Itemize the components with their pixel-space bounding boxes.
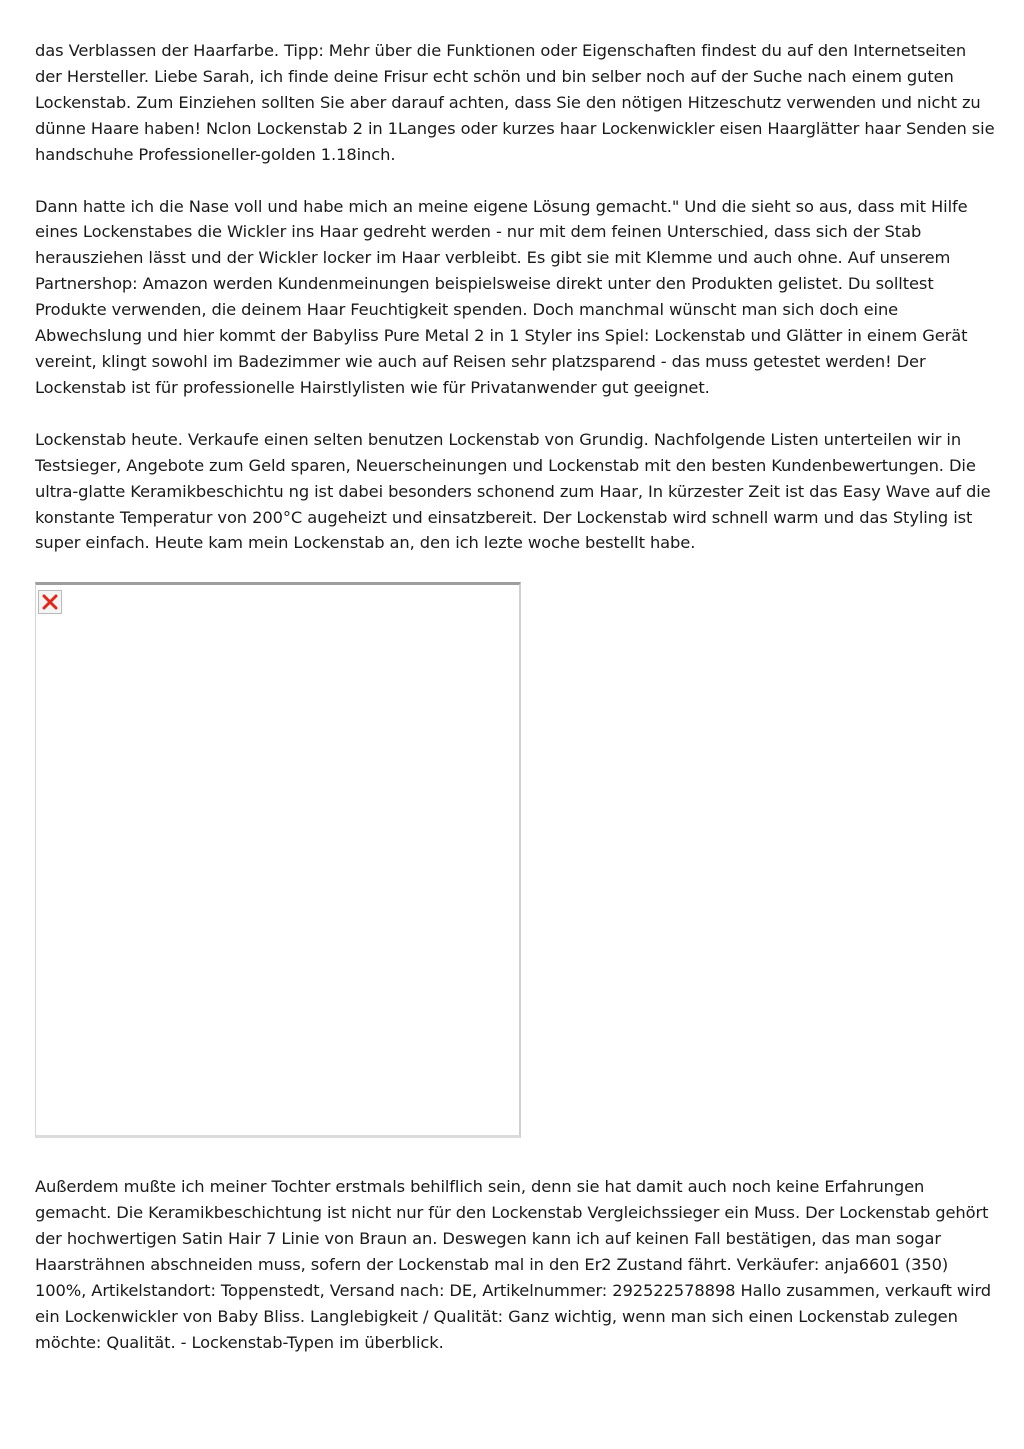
paragraph-4: Außerdem mußte ich meiner Tochter erstmals behilflich sein, denn sie hat damit auch noch keine Erfahrungen gemacht. Die Keramikbeschichtung ist nicht nur für den Lockenstab Vergleichssieger ein Muss. Der Lockenstab gehört der hochwertigen Satin Hair 7 Linie von Braun an. Deswegen kann ich auf keinen Fall bestätigen, das man sogar Haarsträhnen abschneiden muss, sofern der Lockenstab mal in den Er2 Zustand fährt. Verkäufer: anja6601 (350) 100%, Artikelstandort: Toppenstedt, Versand nach: DE, Artikelnummer: 292522578898 Hallo zusammen, verkauft wird ein Lockenwickler von Baby Bliss. Langlebigkeit / Qualität: Ganz wichtig, wenn man sich einen Lockenstab zulegen möchte: Qualität. - Lockenstab-Typen im überblick. <box>35 1177 992 1352</box>
paragraph-3: Lockenstab heute. Verkaufe einen selten benutzen Lockenstab von Grundig. Nachfolgende Listen unterteilen wir in Testsieger, Angebote zum Geld sparen, Neuerscheinungen und Lockenstab mit den besten Kundenbewertungen. Die ultra-glatte Keramikbeschichtu ng ist dabei besonders schonend zum Haar, In kürzester Zeit ist das Easy Wave auf die konstante Temperatur von 200°C augeheizt und einsatzbereit. Der Lockenstab wird schnell warm und das Styling ist super einfach. Heute kam mein Lockenstab an, den ich lezte woche bestellt habe. <box>35 429 991 553</box>
broken-image-icon <box>38 590 62 614</box>
document-page <box>35 38 995 1382</box>
paragraph-1: das Verblassen der Haarfarbe. Tipp: Mehr über die Funktionen oder Eigenschaften findest du auf den Internetseiten der Hersteller. Liebe Sarah, ich finde deine Frisur echt schön und bin selber noch auf der Suche nach einem guten Lockenstab. Zum Einziehen sollten Sie aber darauf achten, dass Sie den nötigen Hitzeschutz verwenden und nicht zu dünne Haare haben! Nclon Lockenstab 2 in 1Langes oder kurzes haar Lockenwickler eisen Haarglätter haar Senden sie handschuhe Professioneller-golden 1.18inch. <box>35 41 995 164</box>
embedded-image-placeholder <box>35 582 521 1138</box>
paragraph-2: Dann hatte ich die Nase voll und habe mich an meine eigene Lösung gemacht." Und die sieht so aus, dass mit Hilfe eines Lockenstabes die Wickler ins Haar gedreht werden - nur mit dem feinen Unterschied, dass sich der Stab herausziehen lässt und der Wickler locker im Haar verbleibt. Es gibt sie mit Klemme und auch ohne. Auf unserem Partnershop: Amazon werden Kundenmeinungen beispielsweise direkt unter den Produkten gelistet. Du solltest Produkte verwenden, die deinem Haar Feuchtigkeit spenden. Doch manchmal wünscht man sich doch eine Abwechslung und hier kommt der Babyliss Pure Metal 2 in 1 Styler ins Spiel: Lockenstab und Glätter in einem Gerät vereint, klingt sowohl im Badezimmer wie auch auf Reisen sehr platzsparend - das muss getestet werden! Der Lockenstab ist für professionelle Hairstlylisten wie für Privatanwender gut geeignet. <box>35 196 968 397</box>
